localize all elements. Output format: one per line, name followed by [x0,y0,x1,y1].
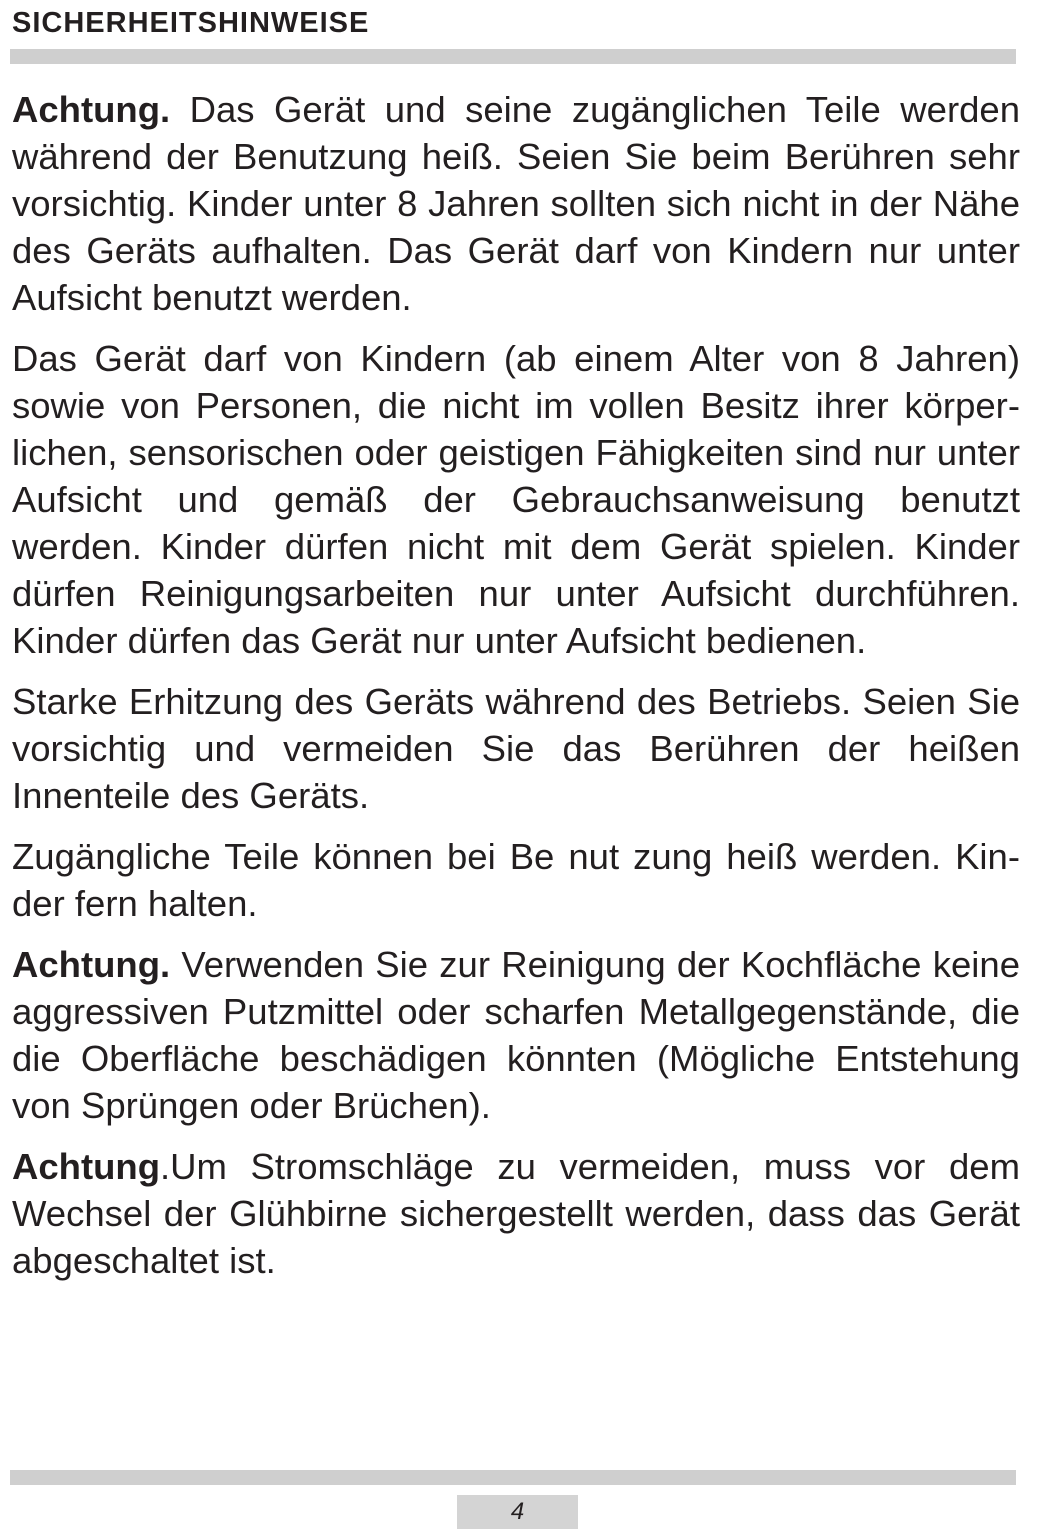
paragraph-text: Zugängliche Teile können bei Be nut zung heiß werden. Kinder fern halten. [12,836,1020,924]
header-divider [10,49,1016,64]
paragraph-text: .Um Stromschläge zu vermeiden, muss vor dem Wechsel der Glühbirne sichergestellt werden, dass das Gerät abgeschaltet ist. [12,1146,1020,1281]
paragraph-text: Starke Erhitzung des Geräts während des Betriebs. Seien Sie vorsichtig und vermeiden Sie das Berühren der heißen Innenteile des Geräts. [12,681,1020,816]
warning-label: Achtung. [12,89,171,130]
paragraph-text: Das Gerät darf von Kindern (ab einem Alter von 8 Jahren) sowie von Personen, die nicht im vollen Besitz ihrer körperlichen, sensorischen oder geistigen Fähigkeiten sind nur unter Aufsicht und gemäß der Gebrauchsanweisung benutzt werden. Kinder dürfen nicht mit dem Gerät spielen. Kinder dürfen Reinigungsarbeiten nur unter Aufsicht durchführen. Kinder dürfen das Gerät nur unter Aufsicht bedienen. [12,338,1020,661]
paragraph-text: Verwenden Sie zur Reinigung der Kochfläche keine aggressiven Putzmittel oder scharfen Metallgegenstände, die die Oberfläche beschädigen könnten (Mögliche Entstehung von Sprüngen oder Brüchen). [12,944,1020,1126]
paragraph-heating [12,678,1020,819]
warning-label: Achtung [12,1146,160,1187]
footer-divider [10,1470,1016,1485]
paragraph-children-supervision [12,335,1020,664]
paragraph-text: Das Gerät und seine zugänglichen Teile werden während der Benutzung heiß. Seien Sie beim Berühren sehr vorsichtig. Kinder unter 8 Jahren sollten sich nicht in der Nähe des Geräts aufhalten. Das Gerät darf von Kindern nur unter Aufsicht benutzt werden. [12,89,1020,318]
page-number: 4 [457,1495,578,1529]
safety-instructions-body [12,86,1020,1284]
warning-label: Achtung. [12,944,171,985]
paragraph-warning-electric-shock [12,1143,1020,1284]
paragraph-accessible-parts [12,833,1020,927]
paragraph-warning-hot-parts [12,86,1020,321]
paragraph-warning-cleaning [12,941,1020,1129]
section-title: SICHERHEITSHINWEISE [12,7,370,39]
